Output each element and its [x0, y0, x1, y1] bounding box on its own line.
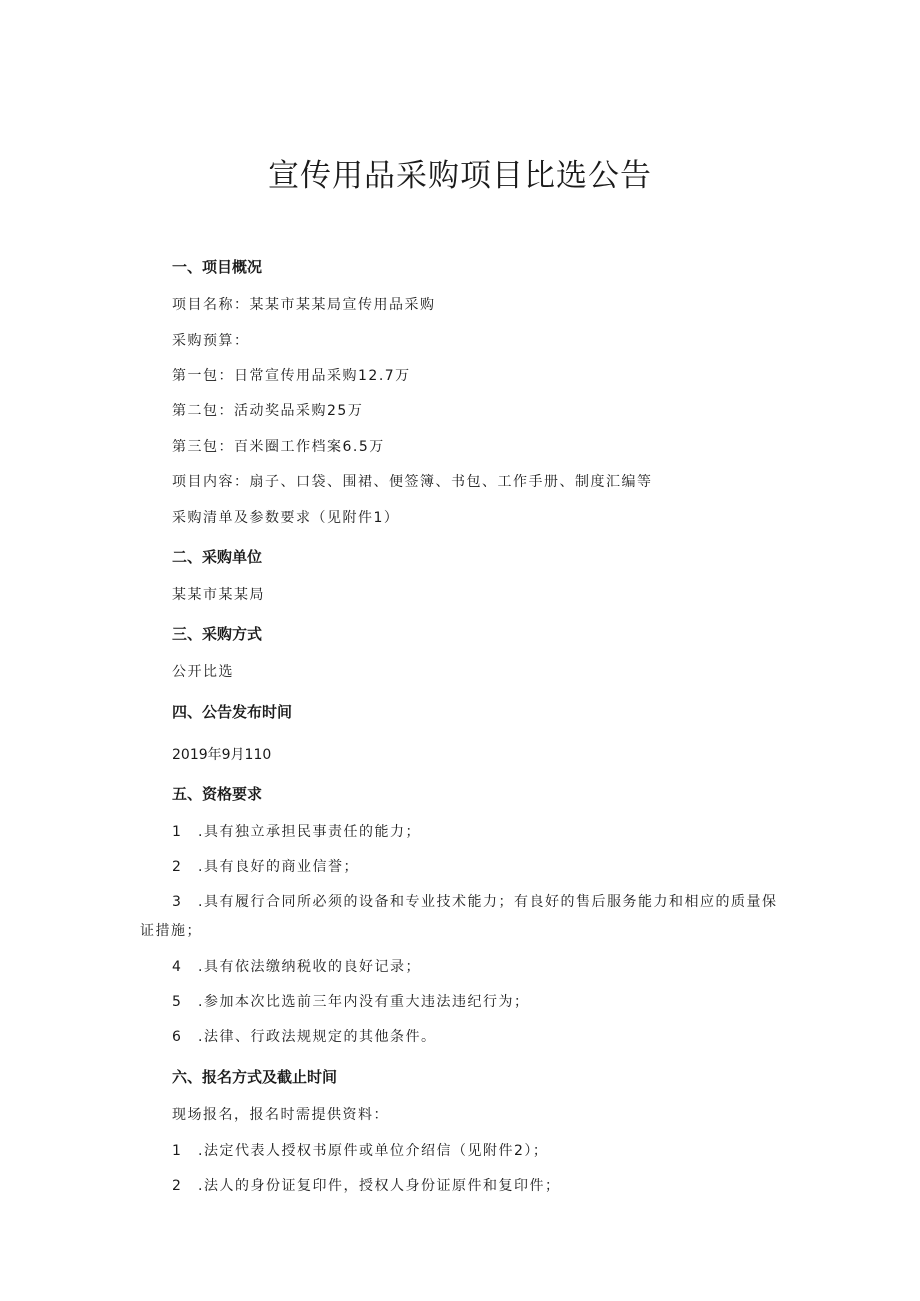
item-text: .法人的身份证复印件，授权人身份证原件和复印件； [198, 1178, 561, 1194]
budget-label: 采购预算： [172, 333, 250, 349]
package-3: 第三包：百米圈工作档案6.5万 [172, 439, 385, 455]
registration-item [172, 1140, 548, 1160]
qualification-item [172, 821, 421, 841]
package-1: 第一包：日常宣传用品采购12.7万 [172, 368, 411, 384]
item-text: .具有独立承担民事责任的能力； [198, 824, 421, 840]
item-text: .参加本次比选前三年内没有重大违法违纪行为； [198, 994, 530, 1010]
qualification-item [172, 1026, 436, 1046]
section-heading-publish-date: 四、公告发布时间 [172, 703, 293, 721]
section-heading-method: 三、采购方式 [172, 625, 263, 643]
qualification-item [172, 991, 529, 1011]
qualification-item-continuation: 证措施； [140, 923, 202, 939]
registration-intro: 现场报名，报名时需提供资料： [172, 1107, 389, 1123]
qualification-item [172, 956, 421, 976]
document-title: 宣传用品采购项目比选公告 [268, 158, 652, 194]
item-number: 6 [172, 1029, 181, 1045]
item-text: .具有良好的商业信誉； [198, 859, 359, 875]
item-number: 1 [172, 1143, 181, 1159]
item-number: 3 [172, 894, 181, 910]
item-number: 1 [172, 824, 181, 840]
qualification-item [172, 891, 777, 911]
section-heading-purchaser: 二、采购单位 [172, 548, 263, 566]
section-heading-overview: 一、项目概况 [172, 258, 263, 276]
item-text: .具有履行合同所必须的设备和专业技术能力；有良好的售后服务能力和相应的质量保 [198, 894, 778, 910]
item-text: .法律、行政法规规定的其他条件。 [198, 1029, 437, 1045]
purchase-method: 公开比选 [172, 664, 234, 680]
purchase-list: 采购清单及参数要求（见附件1） [172, 510, 400, 526]
project-name: 项目名称：某某市某某局宣传用品采购 [172, 297, 436, 313]
item-text: .法定代表人授权书原件或单位介绍信（见附件2）； [198, 1143, 549, 1159]
section-heading-registration: 六、报名方式及截止时间 [172, 1068, 338, 1086]
package-2: 第二包：活动奖品采购25万 [172, 403, 364, 419]
qualification-item [172, 856, 359, 876]
item-number: 4 [172, 959, 181, 975]
item-number: 5 [172, 994, 181, 1010]
registration-item [172, 1175, 560, 1195]
publish-date: 2019年9月110 [172, 747, 272, 763]
item-number: 2 [172, 859, 181, 875]
section-heading-qualification: 五、资格要求 [172, 785, 263, 803]
item-number: 2 [172, 1178, 181, 1194]
project-content: 项目内容：扇子、口袋、围裙、便签簿、书包、工作手册、制度汇编等 [172, 474, 653, 490]
purchaser-name: 某某市某某局 [172, 587, 265, 603]
item-text: .具有依法缴纳税收的良好记录； [198, 959, 421, 975]
